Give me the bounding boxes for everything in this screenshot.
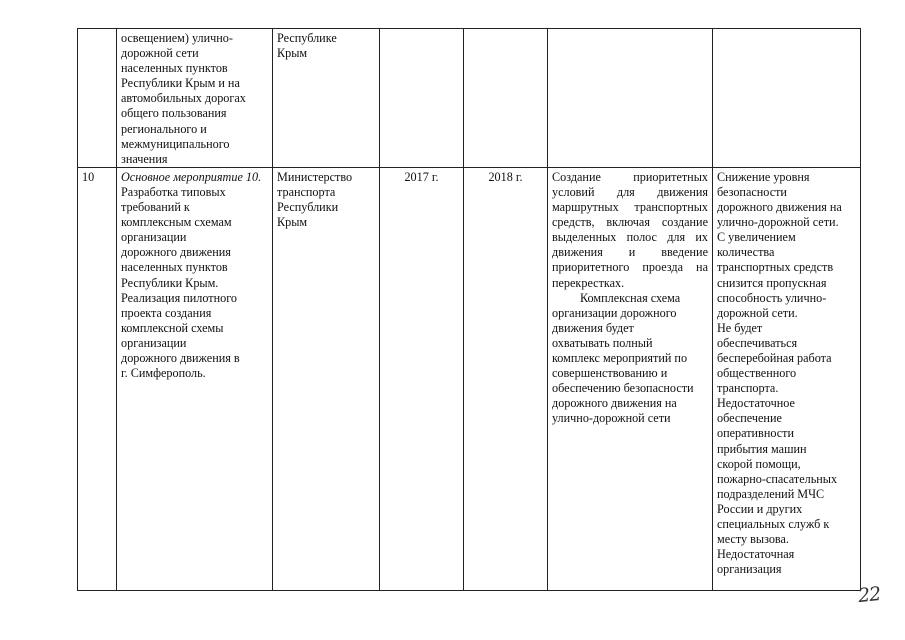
cell-measure-name bbox=[117, 167, 273, 590]
measure-title: Основное мероприятие 10. bbox=[121, 169, 262, 184]
consequence-line: организация bbox=[717, 562, 782, 577]
executor-line: транспорта bbox=[277, 184, 336, 199]
consequence-line: транспортных средств bbox=[717, 260, 834, 275]
consequence-line: транспорта. bbox=[717, 381, 779, 396]
result-line: дорожного движения на bbox=[552, 396, 677, 411]
row-number: 10 bbox=[82, 169, 95, 184]
measure-name-line: г. Симферополь. bbox=[121, 366, 206, 381]
consequence-line: способность улично- bbox=[717, 290, 827, 305]
measure-name-line: организации bbox=[121, 230, 187, 245]
result-line: маршрутных транспортных bbox=[552, 200, 708, 215]
result-line: улично-дорожной сети bbox=[552, 411, 671, 426]
measure-name-line: дорожной сети bbox=[121, 46, 199, 61]
measure-name-line: комплексным схемам bbox=[121, 215, 232, 230]
cell-executor bbox=[273, 167, 380, 590]
cell-result bbox=[548, 167, 713, 590]
consequence-line: Снижение уровня bbox=[717, 169, 810, 184]
cell-measure-name bbox=[117, 29, 273, 168]
consequence-line: специальных служб к bbox=[717, 517, 830, 531]
executor-line: Крым bbox=[277, 46, 308, 61]
measure-name-line: дорожного движения bbox=[121, 245, 231, 260]
cell-start bbox=[380, 29, 464, 168]
result-line: Создание приоритетных bbox=[552, 169, 708, 184]
result-line: Комплексная схема bbox=[580, 290, 681, 305]
table-row-10 bbox=[78, 167, 861, 590]
executor-line: Крым bbox=[277, 215, 308, 230]
result-line: организации дорожного bbox=[552, 305, 677, 320]
executor-line: Республике bbox=[277, 31, 337, 45]
consequence-line: Недостаточное bbox=[717, 396, 795, 411]
page-number: 22 bbox=[856, 582, 882, 608]
measure-name-line: проекта создания bbox=[121, 305, 212, 320]
measure-name-line: общего пользования bbox=[121, 106, 227, 121]
consequence-line: бесперебойная работа bbox=[717, 350, 832, 365]
consequence-line: снизится пропускная bbox=[717, 275, 827, 290]
consequence-line: оперативности bbox=[717, 426, 794, 441]
cell-end bbox=[464, 167, 548, 590]
consequence-line: дорожной сети. bbox=[717, 305, 798, 320]
cell-number bbox=[78, 167, 117, 590]
measure-name-line: Разработка типовых bbox=[121, 184, 226, 199]
measure-name-line: населенных пунктов bbox=[121, 260, 228, 275]
consequence-line: безопасности bbox=[717, 184, 787, 199]
table-row-continuation bbox=[78, 29, 861, 168]
result-line: перекрестках. bbox=[552, 275, 625, 290]
measure-name-line: межмуниципального bbox=[121, 136, 230, 151]
measures-table bbox=[77, 28, 861, 591]
executor-line: Республики bbox=[277, 200, 339, 215]
measure-name-line: комплексной схемы bbox=[121, 320, 224, 335]
result-line: движения и введение bbox=[552, 245, 708, 260]
result-line: приоритетного проезда на bbox=[552, 260, 708, 275]
consequence-line: прибытия машин bbox=[717, 441, 807, 456]
cell-consequences bbox=[713, 167, 861, 590]
result-line: средств, включая создание bbox=[552, 215, 708, 230]
consequence-line: дорожного движения на bbox=[717, 200, 842, 215]
measure-name-line: Республики Крым. bbox=[121, 275, 219, 290]
measure-name-line: автомобильных дорогах bbox=[121, 91, 246, 106]
result-line: совершенствованию и bbox=[552, 366, 668, 381]
consequence-line: общественного bbox=[717, 366, 797, 381]
measure-name-line: Реализация пилотного bbox=[121, 290, 238, 305]
consequence-line: количества bbox=[717, 245, 775, 260]
consequence-line: России и других bbox=[717, 501, 803, 516]
consequence-line: месту вызова. bbox=[717, 532, 789, 547]
measure-name-line: организации bbox=[121, 335, 187, 350]
consequence-line: обеспечиваться bbox=[717, 335, 798, 350]
result-line: комплекс мероприятий по bbox=[552, 350, 688, 365]
consequence-line: подразделений МЧС bbox=[717, 486, 825, 501]
consequence-line: улично-дорожной сети. bbox=[717, 215, 839, 230]
result-line: движения будет bbox=[552, 320, 634, 335]
measure-name-line: дорожного движения в bbox=[121, 350, 240, 365]
executor-line: Министерство bbox=[277, 169, 353, 184]
consequence-line: обеспечение bbox=[717, 411, 782, 426]
consequence-line: Недостаточная bbox=[717, 547, 795, 562]
consequence-line: Не будет bbox=[717, 320, 763, 335]
result-line: условий для движения bbox=[552, 184, 708, 199]
start-year: 2017 г. bbox=[404, 169, 439, 184]
cell-start bbox=[380, 167, 464, 590]
measure-name-line: требований к bbox=[121, 200, 190, 215]
cell-end bbox=[464, 29, 548, 168]
measure-name-line: значения bbox=[121, 151, 168, 166]
cell-consequences bbox=[713, 29, 861, 168]
consequence-line: пожарно-спасательных bbox=[717, 471, 838, 486]
cell-executor bbox=[273, 29, 380, 168]
result-line: охватывать полный bbox=[552, 335, 653, 350]
cell-number bbox=[78, 29, 117, 168]
result-line: выделенных полос для их bbox=[552, 230, 708, 245]
measure-name-line: регионального и bbox=[121, 121, 207, 136]
cell-result bbox=[548, 29, 713, 168]
consequence-line: С увеличением bbox=[717, 230, 796, 245]
measure-name-line: Республики Крым и на bbox=[121, 76, 240, 91]
end-year: 2018 г. bbox=[488, 169, 523, 184]
measure-name-line: освещением) улично- bbox=[121, 31, 233, 45]
measure-name-line: населенных пунктов bbox=[121, 61, 228, 76]
result-line: обеспечению безопасности bbox=[552, 381, 694, 396]
consequence-line: скорой помощи, bbox=[717, 456, 801, 471]
